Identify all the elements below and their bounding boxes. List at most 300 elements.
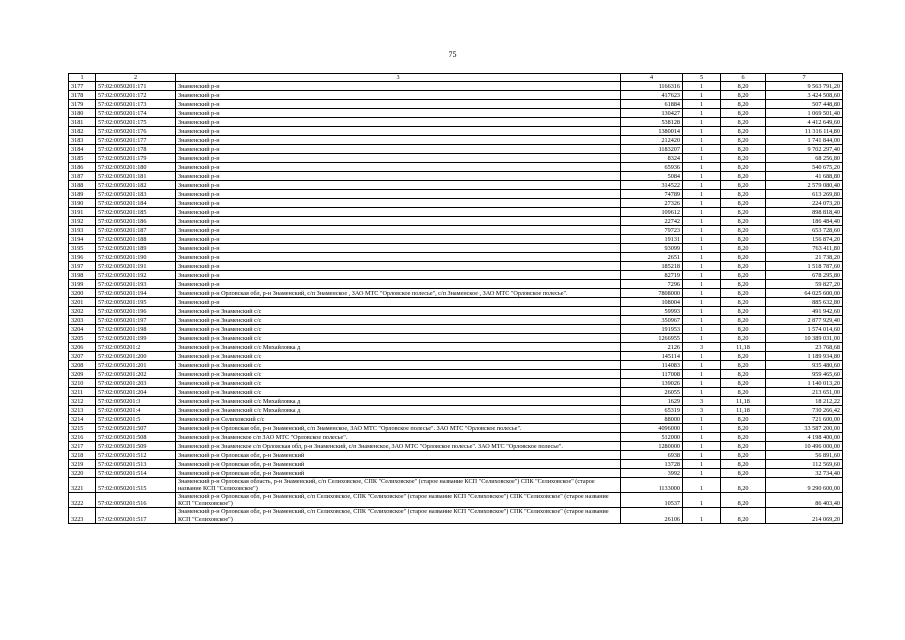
table-row — [69, 271, 843, 280]
location-cell: Знаменский р-н — [176, 163, 621, 172]
location-cell: Знаменский р-н — [176, 298, 621, 307]
area-cell: 108004 — [621, 298, 683, 307]
group-cell: 1 — [683, 334, 721, 343]
location-cell: Знаменский р-н — [176, 208, 621, 217]
cadastral-value-cell: 86 403,40 — [766, 493, 843, 508]
group-cell: 1 — [683, 442, 721, 451]
table-row — [69, 307, 843, 316]
group-cell: 1 — [683, 100, 721, 109]
cadastral-number-cell: 57:02:0050201:195 — [96, 298, 176, 307]
row-number-cell: 3183 — [69, 136, 96, 145]
area-cell: 185218 — [621, 262, 683, 271]
table-row — [69, 253, 843, 262]
location-cell: Знаменский р-н Орловская обл, р-н Знаменский — [176, 460, 621, 469]
table-row — [69, 163, 843, 172]
location-cell: Знаменский р-н — [176, 100, 621, 109]
cadastral-number-cell: 57:02:0050201:201 — [96, 361, 176, 370]
cadastral-value-cell: 224 073,20 — [766, 199, 843, 208]
row-number-cell: 3215 — [69, 424, 96, 433]
area-cell: 191953 — [621, 325, 683, 334]
area-cell: 212420 — [621, 136, 683, 145]
row-number-cell: 3177 — [69, 82, 96, 91]
area-cell: 59993 — [621, 307, 683, 316]
row-number-cell: 3222 — [69, 493, 96, 508]
row-number-cell: 3191 — [69, 208, 96, 217]
area-cell: 7296 — [621, 280, 683, 289]
page-number: 75 — [448, 50, 457, 59]
group-cell: 1 — [683, 118, 721, 127]
group-cell: 1 — [683, 451, 721, 460]
rate-cell: 8,20 — [721, 262, 766, 271]
rate-cell: 8,20 — [721, 493, 766, 508]
group-cell: 1 — [683, 424, 721, 433]
cadastral-number-cell: 57:02:0050201:5 — [96, 415, 176, 424]
table-row — [69, 406, 843, 415]
cadastral-number-cell: 57:02:0050201:515 — [96, 478, 176, 493]
cadastral-value-cell: 730 266,42 — [766, 406, 843, 415]
row-number-cell: 3198 — [69, 271, 96, 280]
location-cell: Знаменский р-н — [176, 136, 621, 145]
rate-cell: 8,20 — [721, 127, 766, 136]
area-cell: 1133000 — [621, 478, 683, 493]
area-cell: 74789 — [621, 190, 683, 199]
group-cell: 1 — [683, 190, 721, 199]
group-cell: 1 — [683, 388, 721, 397]
rate-cell: 8,20 — [721, 271, 766, 280]
group-cell: 1 — [683, 280, 721, 289]
table-row — [69, 388, 843, 397]
cadastral-value-cell: 186 484,40 — [766, 217, 843, 226]
table-row — [69, 226, 843, 235]
area-cell: 26106 — [621, 508, 683, 523]
cadastral-value-cell: 935 480,60 — [766, 361, 843, 370]
row-number-cell: 3184 — [69, 145, 96, 154]
area-cell: 2651 — [621, 253, 683, 262]
group-cell: 1 — [683, 244, 721, 253]
row-number-cell: 3197 — [69, 262, 96, 271]
table-row — [69, 352, 843, 361]
cadastral-number-cell: 57:02:0050201:176 — [96, 127, 176, 136]
cadastral-value-cell: 4 198 400,00 — [766, 433, 843, 442]
location-cell: Знаменский р-н — [176, 217, 621, 226]
group-cell: 1 — [683, 136, 721, 145]
group-cell: 1 — [683, 82, 721, 91]
group-cell: 1 — [683, 127, 721, 136]
cadastral-value-cell: 156 874,20 — [766, 235, 843, 244]
location-cell: Знаменский р-н Знаменский с/с — [176, 388, 621, 397]
area-cell: 145114 — [621, 352, 683, 361]
row-number-cell: 3187 — [69, 172, 96, 181]
cadastral-number-cell: 57:02:0050201:204 — [96, 388, 176, 397]
cadastral-number-cell: 57:02:0050201:183 — [96, 190, 176, 199]
group-cell: 1 — [683, 172, 721, 181]
area-cell: 79723 — [621, 226, 683, 235]
group-cell: 1 — [683, 316, 721, 325]
cadastral-value-cell: 959 465,60 — [766, 370, 843, 379]
cadastral-number-cell: 57:02:0050201:174 — [96, 109, 176, 118]
group-cell: 1 — [683, 199, 721, 208]
area-cell: 13728 — [621, 460, 683, 469]
cadastral-value-cell: 68 256,80 — [766, 154, 843, 163]
group-cell: 3 — [683, 397, 721, 406]
cadastral-number-cell: 57:02:0050201:200 — [96, 352, 176, 361]
group-cell: 1 — [683, 217, 721, 226]
cadastral-number-cell: 57:02:0050201:171 — [96, 82, 176, 91]
row-number-cell: 3202 — [69, 307, 96, 316]
table-row — [69, 298, 843, 307]
area-cell: 4096000 — [621, 424, 683, 433]
table-row — [69, 91, 843, 100]
location-cell: Знаменский р-н Знаменский с/с — [176, 334, 621, 343]
area-cell: 27326 — [621, 199, 683, 208]
location-cell: Знаменский р-н — [176, 271, 621, 280]
cadastral-value-cell: 21 738,20 — [766, 253, 843, 262]
cadastral-value-cell: 2 877 929,40 — [766, 316, 843, 325]
rate-cell: 8,20 — [721, 508, 766, 523]
cadastral-number-cell: 57:02:0050201:182 — [96, 181, 176, 190]
location-cell: Знаменский р-н — [176, 145, 621, 154]
rate-cell: 8,20 — [721, 307, 766, 316]
row-number-cell: 3220 — [69, 469, 96, 478]
table-row — [69, 325, 843, 334]
area-cell: 88000 — [621, 415, 683, 424]
cadastral-value-cell: 491 942,60 — [766, 307, 843, 316]
area-cell: 93099 — [621, 244, 683, 253]
row-number-cell: 3213 — [69, 406, 96, 415]
table-row — [69, 262, 843, 271]
cadastral-number-cell: 57:02:0050201:190 — [96, 253, 176, 262]
location-cell: Знаменский р-н Знаменский с/с — [176, 316, 621, 325]
cadastral-number-cell: 57:02:0050201:188 — [96, 235, 176, 244]
area-cell: 65936 — [621, 163, 683, 172]
row-number-cell: 3212 — [69, 397, 96, 406]
cadastral-value-cell: 613 269,80 — [766, 190, 843, 199]
table-row — [69, 208, 843, 217]
cadastral-number-cell: 57:02:0050201:181 — [96, 172, 176, 181]
group-cell: 1 — [683, 262, 721, 271]
row-number-cell: 3200 — [69, 289, 96, 298]
cadastral-number-cell: 57:02:0050201:202 — [96, 370, 176, 379]
table-row — [69, 370, 843, 379]
table-row — [69, 109, 843, 118]
cadastral-value-cell: 10 389 031,00 — [766, 334, 843, 343]
group-cell: 1 — [683, 415, 721, 424]
row-number-cell: 3185 — [69, 154, 96, 163]
cadastral-number-cell: 57:02:0050201:179 — [96, 154, 176, 163]
group-cell: 1 — [683, 163, 721, 172]
cadastral-number-cell: 57:02:0050201:172 — [96, 91, 176, 100]
cadastral-number-cell: 57:02:0050201:189 — [96, 244, 176, 253]
cadastral-value-cell: 9 290 600,00 — [766, 478, 843, 493]
location-cell: Знаменский р-н — [176, 226, 621, 235]
cadastral-number-cell: 57:02:0050201:513 — [96, 460, 176, 469]
location-cell: Знаменский р-н — [176, 109, 621, 118]
group-cell: 1 — [683, 352, 721, 361]
cadastral-number-cell: 57:02:0050201:187 — [96, 226, 176, 235]
row-number-cell: 3203 — [69, 316, 96, 325]
rate-cell: 8,20 — [721, 388, 766, 397]
location-cell: Знаменский р-н Орловская обл, р-н Знаменский, с/п Селиховское, СПК "Селиховское" (старое название КСП "Селиховское") СПК "Селиховское" (старое название КСП "Селиховское") — [176, 493, 621, 508]
table-row — [69, 451, 843, 460]
row-number-cell: 3194 — [69, 235, 96, 244]
cadastral-value-cell: 507 448,80 — [766, 100, 843, 109]
location-cell: Знаменский р-н — [176, 190, 621, 199]
cadastral-number-cell: 57:02:0050201:512 — [96, 451, 176, 460]
row-number-cell: 3193 — [69, 226, 96, 235]
cadastral-value-cell: 33 587 200,00 — [766, 424, 843, 433]
rate-cell: 8,20 — [721, 199, 766, 208]
cadastral-value-cell: 898 818,40 — [766, 208, 843, 217]
cadastral-number-cell: 57:02:0050201:194 — [96, 289, 176, 298]
group-cell: 1 — [683, 154, 721, 163]
area-cell: 1183207 — [621, 145, 683, 154]
cadastral-number-cell: 57:02:0050201:191 — [96, 262, 176, 271]
area-cell: 65319 — [621, 406, 683, 415]
table-row — [69, 127, 843, 136]
rate-cell: 8,20 — [721, 235, 766, 244]
cadastral-value-cell: 10 496 000,00 — [766, 442, 843, 451]
row-number-cell: 3209 — [69, 370, 96, 379]
location-cell: Знаменский р-н Знаменский с/с — [176, 325, 621, 334]
location-cell: Знаменский р-н Знаменский с/с — [176, 361, 621, 370]
rate-cell: 8,20 — [721, 136, 766, 145]
location-cell: Знаменский р-н Знаменское с/п ЗАО МТС "Орловское полесье". — [176, 433, 621, 442]
cadastral-value-cell: 32 734,40 — [766, 469, 843, 478]
rate-cell: 8,20 — [721, 352, 766, 361]
area-cell: 8324 — [621, 154, 683, 163]
area-cell: 538128 — [621, 118, 683, 127]
area-cell: 350967 — [621, 316, 683, 325]
rate-cell: 8,20 — [721, 82, 766, 91]
area-cell: 1266955 — [621, 334, 683, 343]
rate-cell: 8,20 — [721, 370, 766, 379]
cadastral-value-cell: 1 518 787,60 — [766, 262, 843, 271]
cadastral-number-cell: 57:02:0050201:3 — [96, 397, 176, 406]
cadastral-value-cell: 214 069,20 — [766, 508, 843, 523]
area-cell: 61884 — [621, 100, 683, 109]
row-number-cell: 3208 — [69, 361, 96, 370]
column-header: 7 — [766, 74, 843, 82]
row-number-cell: 3204 — [69, 325, 96, 334]
location-cell: Знаменский р-н Знаменский с/с — [176, 379, 621, 388]
table-row — [69, 493, 843, 508]
area-cell: 19131 — [621, 235, 683, 244]
rate-cell: 8,20 — [721, 379, 766, 388]
cadastral-value-cell: 540 675,20 — [766, 163, 843, 172]
group-cell: 1 — [683, 325, 721, 334]
table-row — [69, 190, 843, 199]
group-cell: 1 — [683, 181, 721, 190]
row-number-cell: 3181 — [69, 118, 96, 127]
cadastral-value-cell: 1 574 014,60 — [766, 325, 843, 334]
cadastral-value-cell: 112 569,60 — [766, 460, 843, 469]
rate-cell: 8,20 — [721, 325, 766, 334]
group-cell: 1 — [683, 145, 721, 154]
group-cell: 1 — [683, 226, 721, 235]
group-cell: 1 — [683, 379, 721, 388]
cadastral-number-cell: 57:02:0050201:4 — [96, 406, 176, 415]
group-cell: 1 — [683, 307, 721, 316]
area-cell: 2126 — [621, 343, 683, 352]
cadastral-number-cell: 57:02:0050201:203 — [96, 379, 176, 388]
table-row — [69, 478, 843, 493]
cadastral-number-cell: 57:02:0050201:198 — [96, 325, 176, 334]
cadastral-value-cell: 2 579 080,40 — [766, 181, 843, 190]
rate-cell: 8,20 — [721, 208, 766, 217]
row-number-cell: 3186 — [69, 163, 96, 172]
cadastral-number-cell: 57:02:0050201:2 — [96, 343, 176, 352]
row-number-cell: 3179 — [69, 100, 96, 109]
cadastral-value-cell: 653 728,60 — [766, 226, 843, 235]
rate-cell: 8,20 — [721, 415, 766, 424]
rate-cell: 8,20 — [721, 217, 766, 226]
cadastral-value-cell: 885 632,80 — [766, 298, 843, 307]
rate-cell: 8,20 — [721, 478, 766, 493]
location-cell: Знаменский р-н Знаменский с/с Михайловка д — [176, 406, 621, 415]
cadastral-value-cell: 678 295,80 — [766, 271, 843, 280]
location-cell: Знаменский р-н Орловская обл, р-н Знаменский, с/п Знаменское , ЗАО МТС "Орловское полесье", с/п Знаменское , ЗАО МТС "Орловское полесье". — [176, 289, 621, 298]
group-cell: 1 — [683, 469, 721, 478]
row-number-cell: 3178 — [69, 91, 96, 100]
area-cell: 7808000 — [621, 289, 683, 298]
rate-cell: 8,20 — [721, 280, 766, 289]
cadastral-number-cell: 57:02:0050201:196 — [96, 307, 176, 316]
area-cell: 417623 — [621, 91, 683, 100]
table-row — [69, 289, 843, 298]
cadastral-value-cell: 9 702 297,40 — [766, 145, 843, 154]
rate-cell: 8,20 — [721, 145, 766, 154]
location-cell: Знаменский р-н — [176, 199, 621, 208]
cadastral-number-cell: 57:02:0050201:508 — [96, 433, 176, 442]
row-number-cell: 3206 — [69, 343, 96, 352]
location-cell: Знаменский р-н — [176, 82, 621, 91]
table-body — [69, 82, 843, 524]
cadastral-number-cell: 57:02:0050201:514 — [96, 469, 176, 478]
group-cell: 1 — [683, 91, 721, 100]
rate-cell: 8,20 — [721, 91, 766, 100]
group-cell: 3 — [683, 406, 721, 415]
cadastral-number-cell: 57:02:0050201:185 — [96, 208, 176, 217]
table-row — [69, 316, 843, 325]
location-cell: Знаменский р-н Знаменский с/с — [176, 352, 621, 361]
location-cell: Знаменский р-н — [176, 118, 621, 127]
location-cell: Знаменский р-н Знаменское с/п Орловская обл, р-н Знаменский, с/п Знаменское, ЗАО МТС "Орловское полесье". ЗАО МТС "Орловское полесье". — [176, 442, 621, 451]
cadastral-value-cell: 1 069 501,40 — [766, 109, 843, 118]
area-cell: 22742 — [621, 217, 683, 226]
table-row — [69, 379, 843, 388]
cadastral-value-cell: 23 768,68 — [766, 343, 843, 352]
area-cell: 3992 — [621, 469, 683, 478]
group-cell: 1 — [683, 460, 721, 469]
rate-cell: 8,20 — [721, 172, 766, 181]
area-cell: 26055 — [621, 388, 683, 397]
area-cell: 1166316 — [621, 82, 683, 91]
area-cell: 117008 — [621, 370, 683, 379]
location-cell: Знаменский р-н — [176, 91, 621, 100]
cadastral-number-cell: 57:02:0050201:199 — [96, 334, 176, 343]
group-cell: 1 — [683, 298, 721, 307]
location-cell: Знаменский р-н — [176, 154, 621, 163]
group-cell: 1 — [683, 289, 721, 298]
table-row — [69, 154, 843, 163]
rate-cell: 8,20 — [721, 451, 766, 460]
rate-cell: 8,20 — [721, 109, 766, 118]
table-row — [69, 508, 843, 523]
rate-cell: 8,20 — [721, 190, 766, 199]
group-cell: 1 — [683, 235, 721, 244]
column-header: 1 — [69, 74, 96, 82]
table-row — [69, 199, 843, 208]
table-row — [69, 361, 843, 370]
table-row — [69, 181, 843, 190]
table-row — [69, 100, 843, 109]
group-cell: 1 — [683, 271, 721, 280]
location-cell: Знаменский р-н — [176, 127, 621, 136]
table-row — [69, 145, 843, 154]
group-cell: 1 — [683, 508, 721, 523]
rate-cell: 8,20 — [721, 433, 766, 442]
location-cell: Знаменский р-н — [176, 235, 621, 244]
row-number-cell: 3223 — [69, 508, 96, 523]
location-cell: Знаменский р-н Знаменский с/с — [176, 307, 621, 316]
location-cell: Знаменский р-н Селиховский с/с — [176, 415, 621, 424]
rate-cell: 8,20 — [721, 316, 766, 325]
row-number-cell: 3182 — [69, 127, 96, 136]
location-cell: Знаменский р-н — [176, 172, 621, 181]
table-row — [69, 397, 843, 406]
table-row — [69, 118, 843, 127]
row-number-cell: 3192 — [69, 217, 96, 226]
table-row — [69, 136, 843, 145]
location-cell: Знаменский р-н Знаменский с/с Михайловка д — [176, 397, 621, 406]
area-cell: 10537 — [621, 493, 683, 508]
cadastral-value-cell: 64 025 600,00 — [766, 289, 843, 298]
area-cell: 114083 — [621, 361, 683, 370]
cadastral-value-cell: 11 316 114,80 — [766, 127, 843, 136]
row-number-cell: 3201 — [69, 298, 96, 307]
area-cell: 314522 — [621, 181, 683, 190]
row-number-cell: 3218 — [69, 451, 96, 460]
cadastral-number-cell: 57:02:0050201:186 — [96, 217, 176, 226]
table-row — [69, 82, 843, 91]
table-row — [69, 442, 843, 451]
row-number-cell: 3180 — [69, 109, 96, 118]
cadastral-number-cell: 57:02:0050201:509 — [96, 442, 176, 451]
location-cell: Знаменский р-н — [176, 181, 621, 190]
location-cell: Знаменский р-н Знаменский с/с Михайловка д — [176, 343, 621, 352]
cadastral-number-cell: 57:02:0050201:175 — [96, 118, 176, 127]
group-cell: 3 — [683, 343, 721, 352]
row-number-cell: 3199 — [69, 280, 96, 289]
cadastral-value-cell: 1 189 934,80 — [766, 352, 843, 361]
table-row — [69, 343, 843, 352]
cadastral-value-cell: 56 891,60 — [766, 451, 843, 460]
column-number-row — [69, 74, 843, 82]
cadastral-value-cell: 59 827,20 — [766, 280, 843, 289]
table-row — [69, 217, 843, 226]
cadastral-value-cell: 1 741 844,00 — [766, 136, 843, 145]
location-cell: Знаменский р-н — [176, 262, 621, 271]
cadastral-value-cell: 213 651,00 — [766, 388, 843, 397]
rate-cell: 8,20 — [721, 298, 766, 307]
cadastral-number-cell: 57:02:0050201:516 — [96, 493, 176, 508]
group-cell: 1 — [683, 478, 721, 493]
row-number-cell: 3214 — [69, 415, 96, 424]
table-row — [69, 415, 843, 424]
cadastral-number-cell: 57:02:0050201:507 — [96, 424, 176, 433]
cadastral-value-cell: 18 212,22 — [766, 397, 843, 406]
location-cell: Знаменский р-н Знаменский с/с — [176, 370, 621, 379]
